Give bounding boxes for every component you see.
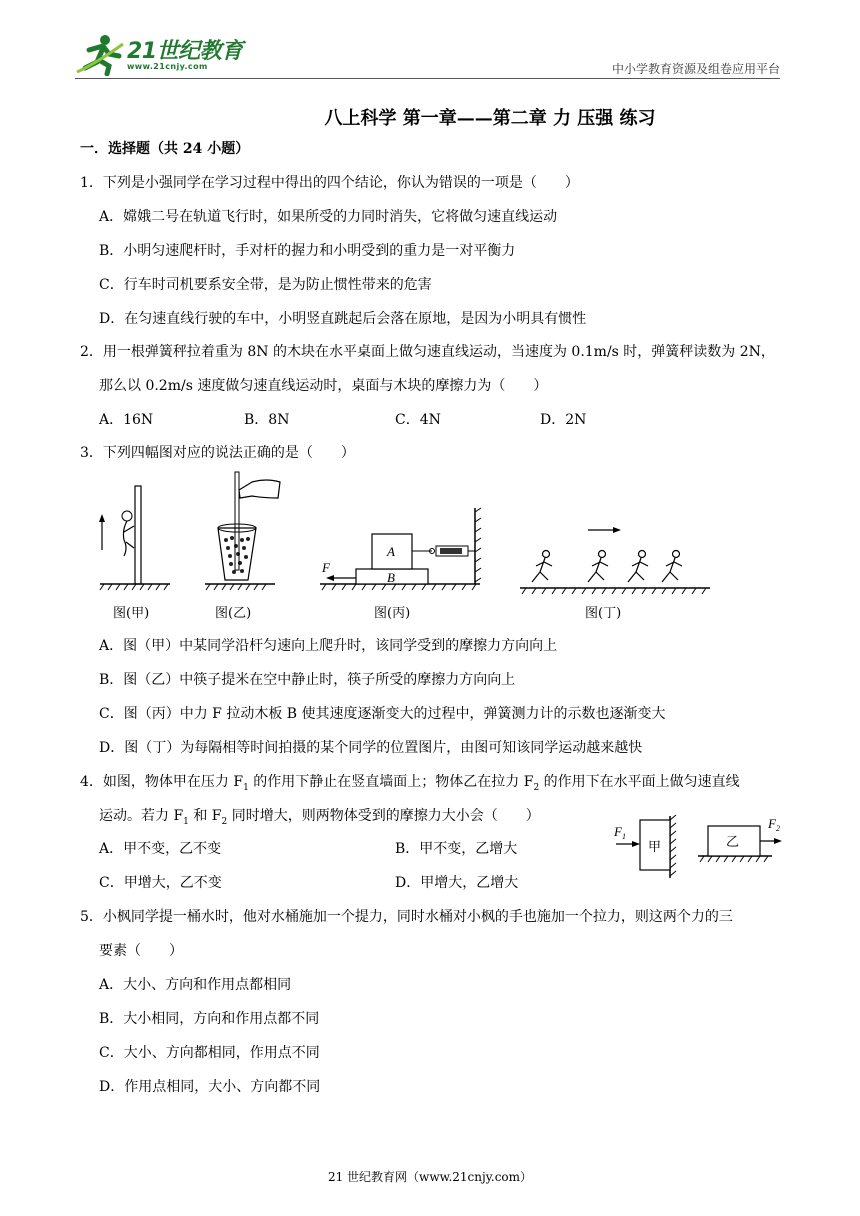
page-title: 八上科学 第一章——第二章 力 压强 练习 (324, 108, 656, 129)
fig-jia-wall-block (613, 815, 676, 878)
q5-stem-line1: 5．小枫同学提一桶水时，他对水桶施加一个提力，同时水桶对小枫的手也施加一个拉力，则这两个力的三 (80, 909, 733, 925)
q4-option-a[interactable]: A．甲不变，乙不变 (99, 841, 222, 857)
q2-stem-line1: 2．用一根弹簧秤拉着重为 8N 的木块在水平桌面上做匀速直线运动，当速度为 0.1m/s 时，弹簧秤读数为 2N， (80, 344, 775, 360)
fig-jia-pole-climber (99, 486, 170, 590)
runner-logo-icon (75, 32, 125, 76)
block-b-label: B (387, 570, 395, 585)
fig-label-ding: 图(丁) (585, 606, 622, 621)
section-heading: 一．选择题（共 24 小题） (80, 141, 250, 157)
page-header (75, 28, 780, 80)
fig-yi-chopstick-rice (205, 472, 280, 590)
q4-stem-line1: 4．如图，物体甲在压力 $F_1$ 的作用下静止在竖直墙面上；物体乙在拉力 $F_2$ 的作用下在水平面上做匀速直线 (80, 774, 740, 793)
q2-option-d[interactable]: D．2N (540, 412, 587, 428)
block-jia-label: 甲 (648, 840, 662, 855)
q3-option-a[interactable]: A．图（甲）中某同学沿杆匀速向上爬升时，该同学受到的摩擦力方向向上 (99, 638, 558, 654)
q5-option-b[interactable]: B．大小相同，方向和作用点都不同 (99, 1011, 320, 1027)
force-f2-label: $F_2$ (768, 816, 780, 833)
force-f1-label: $F_1$ (614, 824, 626, 841)
platform-name: 中小学教育资源及组卷应用平台 (611, 62, 780, 76)
q2-option-c[interactable]: C．4N (395, 412, 441, 428)
q3-option-b[interactable]: B．图（乙）中筷子提米在空中静止时，筷子所受的摩擦力方向向上 (99, 672, 516, 688)
q5-option-d[interactable]: D．作用点相同，大小、方向都不同 (99, 1079, 321, 1095)
q2-option-b[interactable]: B．8N (244, 412, 290, 428)
header-divider (75, 78, 780, 79)
logo (75, 32, 245, 76)
q4-option-d[interactable]: D．甲增大，乙增大 (395, 875, 519, 891)
q3-stem: 3．下列四幅图对应的说法正确的是（ ） (80, 445, 355, 461)
logo-url: www.21cnjy.com (127, 62, 208, 71)
q5-option-c[interactable]: C．大小、方向都相同，作用点不同 (99, 1045, 320, 1061)
fig-ding-runner-sequence (520, 527, 710, 594)
q1-stem: 1．下列是小强同学在学习过程中得出的四个结论，你认为错误的一项是（ ） (80, 175, 579, 191)
fig-label-yi: 图(乙) (215, 606, 252, 621)
q1-option-a[interactable]: A．嫦娥二号在轨道飞行时，如果所受的力同时消失，它将做匀速直线运动 (99, 209, 558, 225)
q5-stem-line2: 要素（ ） (99, 943, 183, 959)
q1-option-c[interactable]: C．行车时司机要系安全带，是为防止惯性带来的危害 (99, 277, 432, 293)
q1-option-b[interactable]: B．小明匀速爬杆时，手对杆的握力和小明受到的重力是一对平衡力 (99, 243, 516, 259)
q4-figure (610, 812, 790, 882)
q5-option-a[interactable]: A．大小、方向和作用点都相同 (99, 977, 292, 993)
q4-stem-line2: 运动。若力 $F_1$ 和 $F_2$ 同时增大，则两物体受到的摩擦力大小会（ ） (99, 808, 540, 827)
q3-option-c[interactable]: C．图（丙）中力 F 拉动木板 B 使其速度逐渐变大的过程中，弹簧测力计的示数也逐渐变大 (99, 706, 666, 722)
q3-option-d[interactable]: D．图（丁）为每隔相等时间拍摄的某个同学的位置图片，由图可知该同学运动越来越快 (99, 740, 643, 756)
q2-stem-line2: 那么以 0.2m/s 速度做匀速直线运动时，桌面与木块的摩擦力为（ ） (99, 378, 548, 394)
q4-option-b[interactable]: B．甲不变，乙增大 (395, 841, 518, 857)
q3-figures (80, 468, 720, 608)
fig-bing-blocks-spring (320, 508, 481, 590)
fig-label-bing: 图(丙) (374, 606, 411, 621)
block-a-label: A (387, 544, 395, 559)
q1-option-d[interactable]: D．在匀速直线行驶的车中，小明竖直跳起后会落在原地，是因为小明具有惯性 (99, 311, 587, 327)
page-footer: 21 世纪教育网（www.21cnjy.com） (327, 1170, 533, 1184)
q4-option-c[interactable]: C．甲增大，乙不变 (99, 875, 222, 891)
logo-text: 21世纪教育 (127, 39, 243, 64)
fig-yi-floor-block (698, 816, 782, 862)
fig-label-jia: 图(甲) (113, 606, 150, 621)
q2-option-a[interactable]: A．16N (99, 412, 154, 428)
block-yi-label: 乙 (726, 835, 740, 850)
force-f-label: F (322, 560, 330, 575)
